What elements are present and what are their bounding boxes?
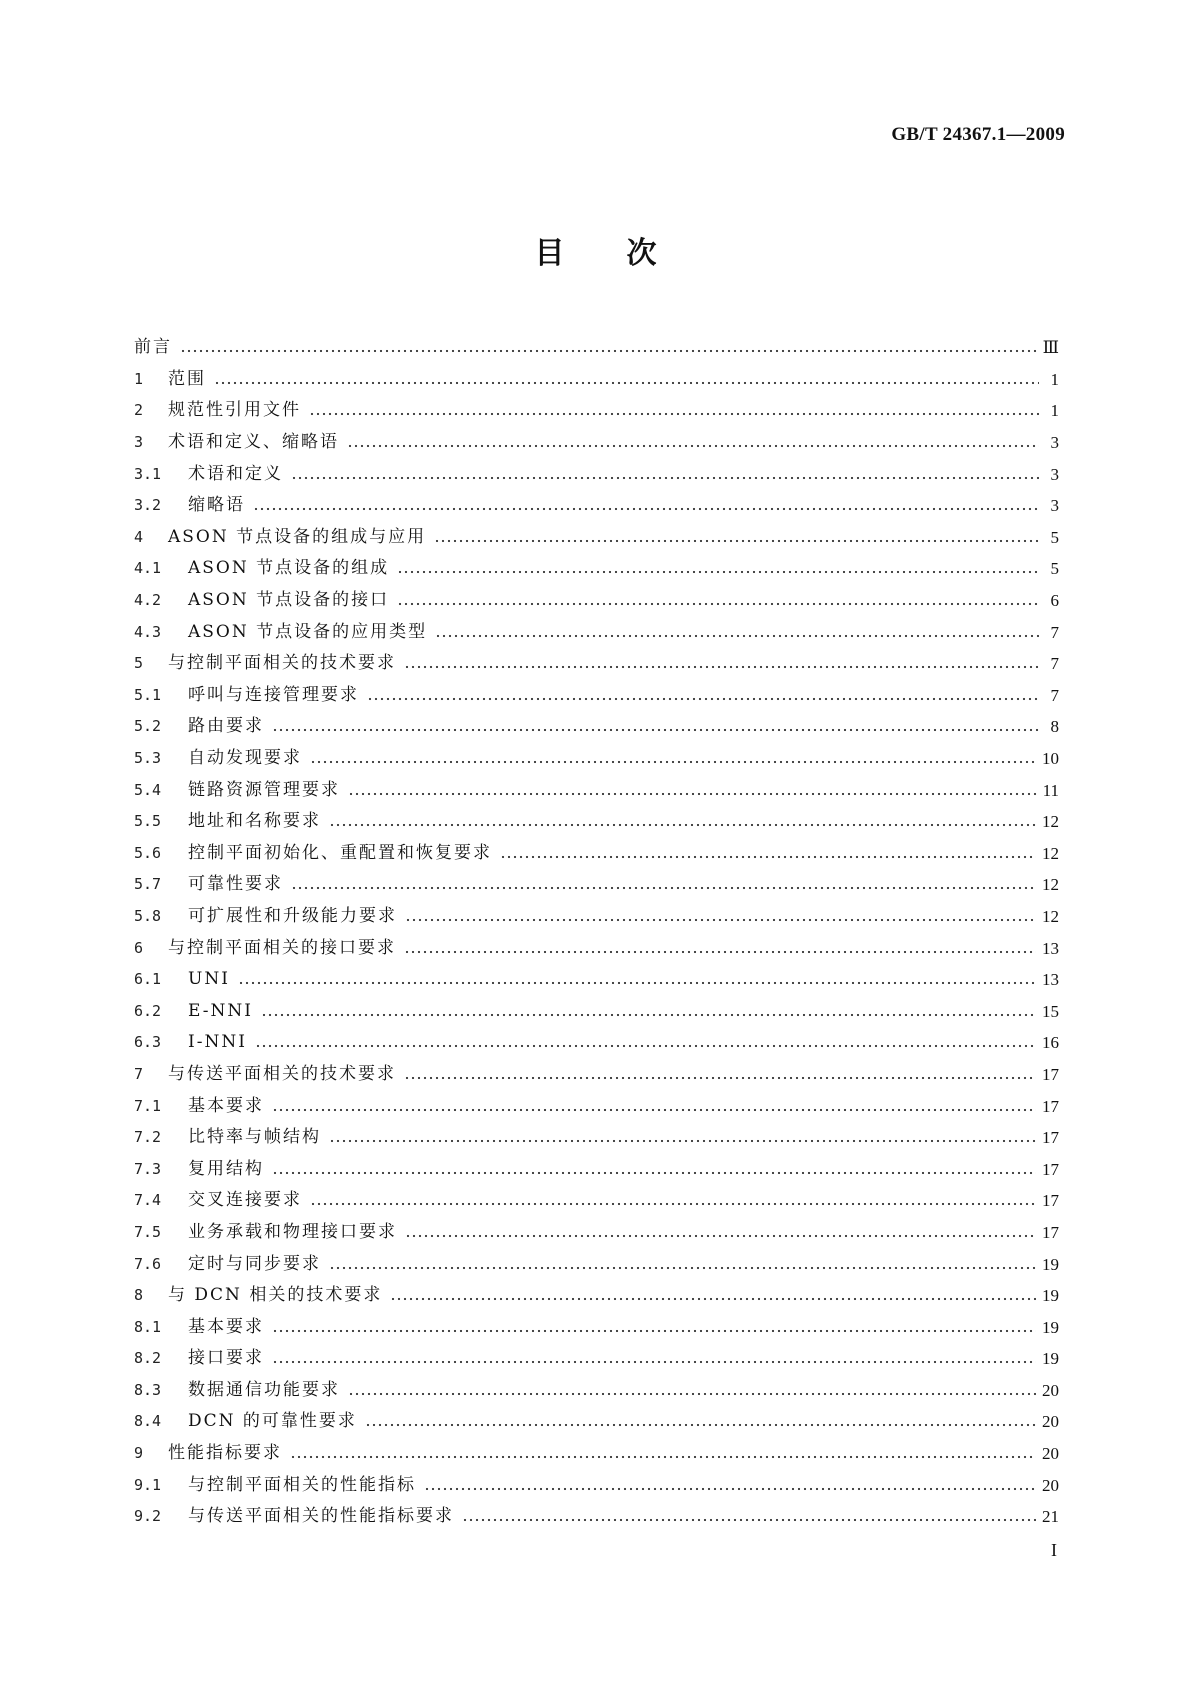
toc-entry[interactable] [134,1090,1059,1122]
toc-entry-page: 7 [1050,685,1059,705]
toc-entry-title: ASON 节点设备的接口 [188,590,390,611]
dot-leader [500,845,1036,862]
toc-entry[interactable] [134,1280,1059,1312]
dot-leader [329,1129,1036,1146]
toc-entry[interactable] [134,932,1059,964]
toc-entry-number: 7.1 [134,1096,162,1115]
toc-entry-number: 7.3 [134,1159,162,1178]
toc-entry-page: 12 [1042,843,1059,863]
dot-leader [261,1003,1036,1020]
toc-entry[interactable] [134,806,1059,838]
dot-leader [255,1034,1036,1051]
toc-entry[interactable] [134,364,1059,396]
toc-entry-page: 8 [1050,717,1059,737]
toc-entry-page: 19 [1042,1254,1059,1274]
toc-entry[interactable] [134,1122,1059,1154]
toc-entry-number: 9.2 [134,1507,162,1526]
toc-entry-title: DCN 的可靠性要求 [188,1411,357,1432]
dot-leader [310,750,1036,767]
toc-entry-title: 定时与同步要求 [188,1253,321,1274]
toc-entry-number: 4.1 [134,559,162,578]
toc-entry-number: 5.1 [134,685,162,704]
toc-entry-number: 7 [134,1064,144,1083]
dot-leader [272,1350,1036,1367]
toc-entry-page: 13 [1042,938,1059,958]
toc-entry-number: 8.1 [134,1317,162,1336]
toc-entry-number: 5 [134,654,144,673]
toc-entry-page: 7 [1050,654,1059,674]
toc-entry[interactable] [134,616,1059,648]
toc-entry-page: 10 [1042,749,1059,769]
toc-entry-title: 复用结构 [188,1158,264,1179]
toc-entry-page: 20 [1042,1412,1059,1432]
toc-entry-title: 术语和定义 [188,463,283,484]
toc-entry-number: 4 [134,527,144,546]
dot-leader [434,529,1039,546]
toc-entry-page: 19 [1042,1286,1059,1306]
toc-entry[interactable] [134,743,1059,775]
dot-leader [272,1319,1036,1336]
dot-leader [397,560,1039,577]
dot-leader [309,402,1039,419]
toc-entry-page: Ⅲ [1042,338,1059,358]
toc-entry-page: 1 [1050,401,1059,421]
dot-leader [329,813,1036,830]
toc-entry-title: 性能指标要求 [168,1443,282,1464]
toc-entry-title: 术语和定义、缩略语 [168,432,339,453]
standard-number: GB/T 24367.1—2009 [891,124,1065,145]
toc-entry-title: 缩略语 [188,495,245,516]
toc-entry-number: 2 [134,401,144,420]
toc-entry-title: 与传送平面相关的技术要求 [168,1063,396,1084]
toc-entry-title: 接口要求 [188,1348,264,1369]
dot-leader [291,466,1039,483]
toc-entry[interactable] [134,1217,1059,1249]
toc-entry[interactable] [134,1185,1059,1217]
toc-entry[interactable] [134,427,1059,459]
toc-entry-number: 3.1 [134,464,162,483]
dot-leader [404,1066,1036,1083]
toc-entry-title: 与 DCN 相关的技术要求 [168,1285,383,1306]
toc-entry-number: 6.1 [134,970,162,989]
toc-entry-page: 12 [1042,812,1059,832]
toc-entry-number: 1 [134,369,144,388]
toc-entry-number: 7.2 [134,1128,162,1147]
toc-entry[interactable] [134,458,1059,490]
toc-entry[interactable] [134,332,1059,364]
toc-entry[interactable] [134,1153,1059,1185]
toc-entry-number: 3.2 [134,496,162,515]
toc-entry-page: 1 [1050,369,1059,389]
toc-entry[interactable] [134,1469,1059,1501]
dot-leader [365,1413,1036,1430]
toc-entry[interactable] [134,838,1059,870]
toc-entry[interactable] [134,522,1059,554]
toc-entry-number: 5.6 [134,843,162,862]
toc-entry-title: 比特率与帧结构 [188,1127,321,1148]
dot-leader [348,1382,1036,1399]
dot-leader [348,782,1037,799]
dot-leader [180,339,1037,356]
toc-entry-page: 20 [1042,1475,1059,1495]
toc-entry-page: 3 [1050,464,1059,484]
toc-entry[interactable] [134,901,1059,933]
toc-entry-title: ASON 节点设备的组成与应用 [168,526,427,547]
toc-entry-number: 8.3 [134,1380,162,1399]
toc-entry[interactable] [134,964,1059,996]
dot-leader [253,497,1039,514]
toc-entry-title: I-NNI [188,1032,247,1053]
toc-entry-page: 12 [1042,875,1059,895]
toc-entry-title: 业务承载和物理接口要求 [188,1221,397,1242]
dot-leader [390,1287,1036,1304]
toc-entry[interactable] [134,1027,1059,1059]
toc-entry-number: 9 [134,1444,144,1463]
toc-entry-title: 数据通信功能要求 [188,1379,340,1400]
page-number: I [1051,1540,1057,1560]
toc-entry-title: E-NNI [188,1000,253,1021]
page-title: 目次 [534,236,719,271]
toc-entry-number: 5.8 [134,906,162,925]
toc-entry-number: 3 [134,433,144,452]
dot-leader [347,434,1039,451]
toc-entry[interactable] [134,711,1059,743]
toc-entry[interactable] [134,395,1059,427]
toc-entry-page: 16 [1042,1033,1059,1053]
toc-entry[interactable] [134,1311,1059,1343]
toc-entry[interactable] [134,680,1059,712]
dot-leader [290,1445,1036,1462]
toc-entry-number: 5.4 [134,780,162,799]
dot-leader [214,371,1039,388]
toc-entry[interactable] [134,1059,1059,1091]
toc-entry-number: 5.3 [134,749,162,768]
dot-leader [272,1161,1036,1178]
toc-entry-page: 13 [1042,970,1059,990]
toc-entry-title: 与控制平面相关的技术要求 [168,653,396,674]
toc-entry-title: 与控制平面相关的性能指标 [188,1474,416,1495]
toc-entry-title: 地址和名称要求 [188,811,321,832]
toc-entry-title: 交叉连接要求 [188,1190,302,1211]
dot-leader [424,1477,1036,1494]
toc-entry-page: 19 [1042,1349,1059,1369]
toc-entry[interactable] [134,1375,1059,1407]
toc-entry[interactable] [134,774,1059,806]
toc-entry-title: 规范性引用文件 [168,400,301,421]
toc-entry-title: 控制平面初始化、重配置和恢复要求 [188,842,492,863]
toc-entry-number: 6.2 [134,1001,162,1020]
toc-entry-number: 5.5 [134,812,162,831]
dot-leader [310,1192,1036,1209]
toc-entry-number: 7.5 [134,1222,162,1241]
toc-entry[interactable] [134,648,1059,680]
toc-entry-title: 与控制平面相关的接口要求 [168,937,396,958]
dot-leader [397,592,1039,609]
toc-entry-title: 路由要求 [188,716,264,737]
toc-entry-page: 3 [1050,433,1059,453]
toc-entry-page: 15 [1042,1001,1059,1021]
toc-entry-page: 6 [1050,591,1059,611]
dot-leader [238,971,1036,988]
toc-entry[interactable] [134,995,1059,1027]
toc-entry-page: 17 [1042,1159,1059,1179]
toc-entry-title: 前言 [134,337,172,358]
toc-entry-number: 8.2 [134,1349,162,1368]
toc-entry[interactable] [134,1501,1059,1533]
toc-entry-number: 4.3 [134,622,162,641]
toc-entry-page: 3 [1050,496,1059,516]
toc-entry-page: 20 [1042,1444,1059,1464]
dot-leader [291,876,1036,893]
dot-leader [272,1098,1036,1115]
toc-entry-number: 5.2 [134,717,162,736]
toc-entry-title: 可靠性要求 [188,874,283,895]
toc-entry-page: 17 [1042,1064,1059,1084]
toc-entry-page: 17 [1042,1096,1059,1116]
toc-entry[interactable] [134,1248,1059,1280]
dot-leader [405,1224,1036,1241]
toc-entry[interactable] [134,585,1059,617]
toc-entry-title: 范围 [168,368,206,389]
toc-entry-title: 链路资源管理要求 [188,779,340,800]
toc-entry-page: 5 [1050,559,1059,579]
toc-entry-title: ASON 节点设备的应用类型 [188,621,428,642]
toc-entry-title: 自动发现要求 [188,748,302,769]
toc-entry-number: 8.4 [134,1412,162,1431]
toc-entry-number: 9.1 [134,1475,162,1494]
toc-entry-title: UNI [188,969,230,990]
toc-entry-page: 20 [1042,1380,1059,1400]
toc-entry[interactable] [134,1438,1059,1470]
toc-entry-page: 19 [1042,1317,1059,1337]
dot-leader [405,908,1036,925]
dot-leader [404,655,1039,672]
toc-entry-page: 17 [1042,1128,1059,1148]
toc-entry-title: 与传送平面相关的性能指标要求 [188,1506,454,1527]
toc-entry-number: 8 [134,1286,144,1305]
toc-entry-page: 7 [1050,622,1059,642]
dot-leader [329,1256,1036,1273]
toc-entry[interactable] [134,1343,1059,1375]
dot-leader [435,624,1039,641]
toc-entry-title: 可扩展性和升级能力要求 [188,905,397,926]
toc-entry[interactable] [134,1406,1059,1438]
toc-entry-page: 17 [1042,1222,1059,1242]
table-of-contents [134,332,1059,1533]
dot-leader [404,940,1036,957]
toc-entry[interactable] [134,553,1059,585]
toc-entry-page: 5 [1050,527,1059,547]
dot-leader [272,718,1039,735]
toc-entry-page: 12 [1042,906,1059,926]
toc-entry-number: 6.3 [134,1033,162,1052]
dot-leader [462,1508,1036,1525]
toc-entry-page: 17 [1042,1191,1059,1211]
toc-entry-number: 4.2 [134,591,162,610]
toc-entry-title: 基本要求 [188,1316,264,1337]
toc-entry-title: ASON 节点设备的组成 [188,558,390,579]
toc-entry-page: 11 [1042,780,1059,800]
toc-entry-page: 21 [1042,1507,1059,1527]
toc-entry[interactable] [134,490,1059,522]
toc-entry[interactable] [134,869,1059,901]
toc-entry-number: 5.7 [134,875,162,894]
toc-entry-title: 呼叫与连接管理要求 [188,684,359,705]
toc-entry-number: 7.6 [134,1254,162,1273]
toc-entry-number: 6 [134,938,144,957]
toc-entry-number: 7.4 [134,1191,162,1210]
dot-leader [367,687,1039,704]
toc-entry-title: 基本要求 [188,1095,264,1116]
